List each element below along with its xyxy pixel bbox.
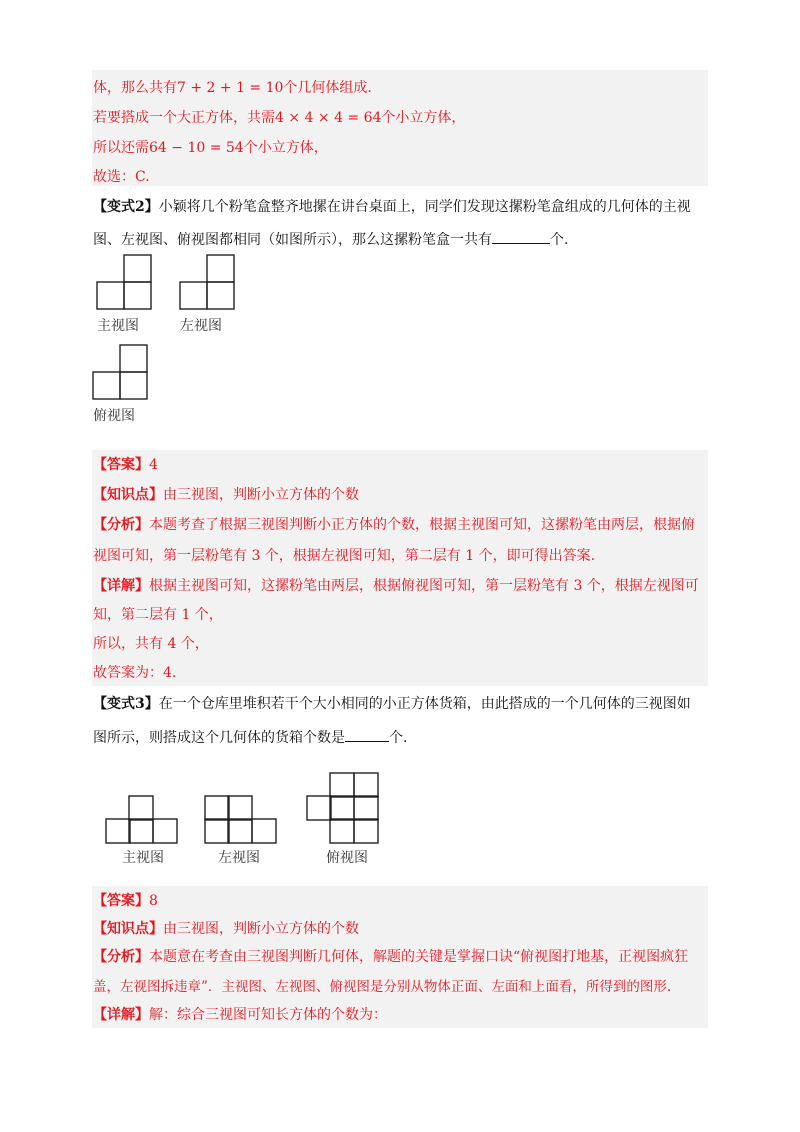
variant3-question-line-2 [93, 727, 407, 748]
variant3-question-text-1: 在一个仓库里堆积若干个大小相同的小正方体货箱，由此搭成的一个几何体的三视图如 [158, 696, 691, 712]
variant2-knowledge-tag: 【知识点】 [93, 487, 163, 503]
top-answer-line-1: 体，那么共有7 + 2 + 1 = 10个几何体组成. [93, 80, 372, 96]
variant3-analysis-tag: 【分析】 [93, 949, 149, 965]
variant3-answer-line [93, 891, 158, 911]
variant2-detail-line-4: 故答案为：4. [93, 665, 177, 681]
variant3-analysis-line-2: 盖，左视图拆违章”．主视图、左视图、俯视图是分别从物体正面、左面和上面看，所得到的图形. [93, 979, 672, 995]
variant3-front-view-label: 主视图 [122, 850, 164, 866]
variant2-answer-blank [492, 229, 550, 244]
variant3-detail-line-1 [93, 1005, 387, 1025]
variant2-answer-tag: 【答案】 [93, 457, 149, 473]
variant2-question-text-2: 图、左视图、俯视图都相同（如图所示），那么这摞粉笔盒一共有 [93, 232, 492, 248]
variant2-question-line-1 [93, 197, 691, 217]
top-answer-line-3: 所以还需64 − 10 = 54个小立方体， [93, 140, 328, 156]
variant2-top-view-label: 俯视图 [93, 408, 135, 424]
variant2-left-view-label: 左视图 [180, 318, 222, 334]
variant2-detail-tag: 【详解】 [93, 578, 149, 594]
variant2-front-view-figure [96, 254, 156, 310]
variant3-answer-blank [345, 727, 389, 742]
variant3-detail-tag: 【详解】 [93, 1007, 149, 1023]
variant3-left-view-label: 左视图 [218, 850, 260, 866]
variant3-analysis-text-1: 本题意在考查由三视图判断几何体，解题的关键是掌握口诀“俯视图打地基，正视图疯狂 [149, 949, 689, 965]
variant3-question-text-3: 个. [389, 730, 408, 746]
variant2-left-view-figure [179, 254, 239, 310]
variant2-knowledge-text: 由三视图，判断小立方体的个数 [163, 487, 359, 503]
variant2-detail-text-1: 根据主视图可知，这摞粉笔由两层，根据俯视图可知，第一层粉笔有 3 个，根据左视图可 [149, 578, 699, 594]
variant2-question-line-2 [93, 229, 568, 250]
variant3-knowledge-text: 由三视图，判断小立方体的个数 [163, 921, 359, 937]
variant3-question-text-2: 图所示，则搭成这个几何体的货箱个数是 [93, 730, 345, 746]
variant3-front-view-figure [105, 795, 180, 845]
variant3-left-view-figure [204, 795, 279, 845]
variant3-detail-text-1: 解：综合三视图可知长方体的个数为： [149, 1007, 387, 1023]
variant2-knowledge-line [93, 485, 359, 505]
top-answer-line-2: 若要搭成一个大正方体，共需4 × 4 × 4 = 64个小立方体， [93, 110, 466, 126]
variant2-answer-line [93, 455, 158, 475]
variant2-detail-line-2: 知，第二层有 1 个， [93, 607, 223, 623]
variant2-detail-line-3: 所以，共有 4 个， [93, 636, 209, 652]
variant3-analysis-line-1 [93, 947, 688, 967]
variant2-question-text-1: 小颖将几个粉笔盒整齐地摞在讲台桌面上，同学们发现这摞粉笔盒组成的几何体的主视 [158, 199, 691, 215]
top-answer-line-4: 故选：C. [93, 169, 150, 185]
variant2-analysis-text-1: 本题考查了根据三视图判断小正方体的个数，根据主视图可知，这摞粉笔由两层，根据俯 [149, 517, 695, 533]
variant2-analysis-tag: 【分析】 [93, 517, 149, 533]
variant2-front-view-label: 主视图 [97, 318, 139, 334]
variant3-top-view-figure [306, 772, 381, 844]
variant2-analysis-line-1 [93, 515, 695, 535]
variant2-answer-value: 4 [149, 457, 158, 473]
variant2-detail-line-1 [93, 576, 699, 596]
variant3-knowledge-tag: 【知识点】 [93, 921, 163, 937]
variant3-knowledge-line [93, 919, 359, 939]
variant3-answer-tag: 【答案】 [93, 893, 149, 909]
variant3-top-view-label: 俯视图 [326, 850, 368, 866]
variant2-analysis-line-2: 视图可知，第一层粉笔有 3 个，根据左视图可知，第二层有 1 个，即可得出答案. [93, 548, 596, 564]
variant3-answer-value: 8 [149, 893, 158, 909]
variant2-question-text-3: 个. [550, 232, 569, 248]
variant3-tag: 【变式3】 [93, 696, 159, 712]
variant2-tag: 【变式2】 [93, 199, 159, 215]
variant3-question-line-1 [93, 694, 691, 714]
variant2-top-view-figure [92, 344, 152, 400]
